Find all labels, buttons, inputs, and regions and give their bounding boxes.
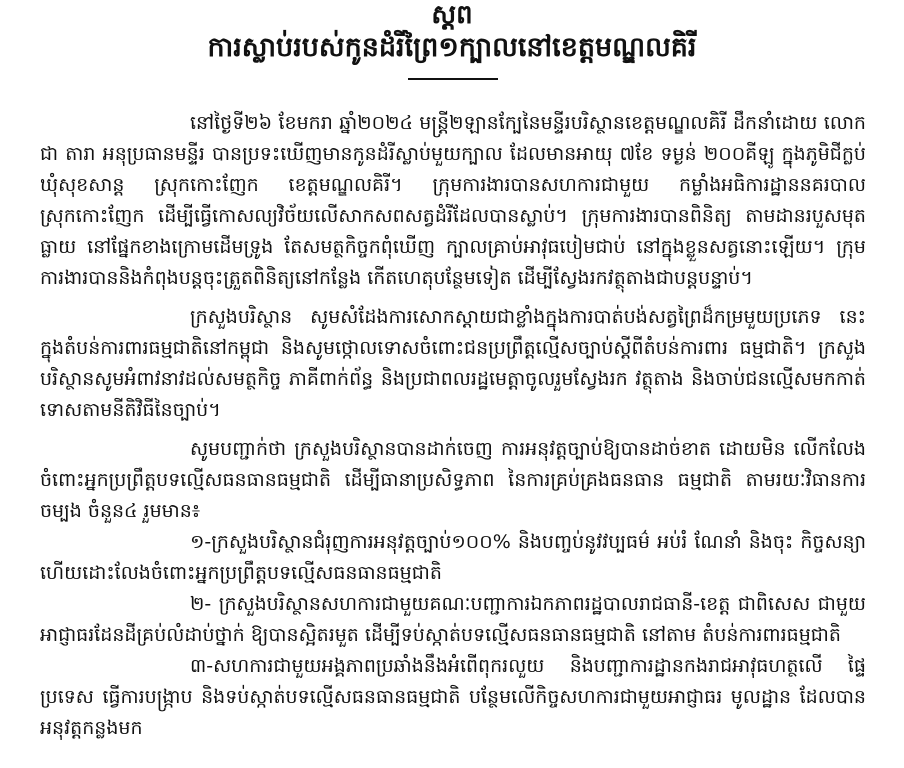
headline: ការស្លាប់របស់កូនដំរីព្រៃ១ក្បាលនៅខេត្តមណ្ឌលគិរី (207, 32, 697, 63)
title-divider (408, 78, 498, 80)
article-body (40, 108, 866, 744)
list-item-measure-3: ៣-សហការជាមួយអង្គភាពប្រឆាំងនឹងអំពើពុករលួយ និងបញ្ជាការដ្ឋានកងរាជអាវុធហត្ថលើ ផ្ទៃប្រទេស ធ្វើការបង្ក្រាប និងទប់ស្កាត់បទល្មើសធនធានធម្មជាតិ បន្ថែមលើកិច្ចសហការជាមួយអាជ្ញាធរ មូលដ្ឋាន ដែលបានអនុវត្តកន្លងមក (40, 655, 866, 739)
header-label: ស្តព (431, 0, 473, 30)
paragraph-incident: នៅថ្ងៃទី២៦ ខែមករា ឆ្នាំ២០២៤ មន្ត្រី២ឡានក្បែនៃមន្ទីរបរិស្ថានខេត្តមណ្ឌលគិរី ដឹកនាំដោយ លោក ជា តារា អនុប្រធានមន្ទីរ បានប្រទះឃើញមានកូនដំរីស្លាប់មួយក្បាល ដែលមានអាយុ ៧ខែ ទម្ងន់ ២០០គីឡូ ក្នុងភូមិជីក្លប់ ឃុំសុខសាន្ត ស្រុកកោះញែក ខេត្តមណ្ឌលគិរី។ ក្រុមការងារបានសហការជាមួយ កម្លាំងអធិការដ្ឋាននគរបាលស្រុកកោះញែក ដើម្បីធ្វើកោសល្យវិច័យលើសាកសពសត្វដំរីដែលបានស្លាប់។ ក្រុមការងារបានពិនិត្យ តាមដានរបួសមុតធ្លាយ នៅផ្នែកខាងក្រោមដើមទ្រូង តែសមត្ថកិច្ចកពុំឃើញ ក្បាលគ្រាប់អាវុធបៀមជាប់ នៅក្នុងខ្លួនសត្វនោះឡើយ។ ក្រុមការងារបាននិងកំពុងបន្តចុះត្រួតពិនិត្យនៅកន្លែង កើតហេតុបន្ថែមទៀត ដើម្បីស្វែងរកវត្ថុតាងជាបន្តបន្ទាប់។ (40, 112, 866, 289)
paragraph-measures-intro: សូមបញ្ជាក់ថា ក្រសួងបរិស្ថានបានដាក់ចេញ ការអនុវត្តច្បាប់ឱ្យបានដាច់ខាត ដោយមិន លើកលែងចំពោះអ្នកប្រព្រឹត្តបទល្មើសធនធានធម្មជាតិ ដើម្បីធានាប្រសិទ្ធភាព នៃការគ្រប់គ្រងធនធាន ធម្មជាតិ តាមរយៈវិធានការចម្បង ចំនួន៤ រួមមាន៖ (40, 438, 866, 522)
list-item-measure-2: ២- ក្រសួងបរិស្ថានសហការជាមួយគណៈបញ្ជាការឯកភាពរដ្ឋបាលរាជធានី-ខេត្ត ជាពិសេស ជាមួយអាជ្ញាធរដែនដីគ្រប់លំដាប់ថ្នាក់ ឱ្យបានស្អិតរមួត ដើម្បីទប់ស្កាត់បទល្មើសធនធានធម្មជាតិ នៅតាម តំបន់ការពារធម្មជាតិ (40, 593, 866, 646)
paragraph-ministry-statement: ក្រសួងបរិស្ថាន សូមសំដែងការសោកស្តាយជាខ្លាំងក្នុងការបាត់បង់សត្វព្រៃដ៏កម្រមួយប្រភេទ នេះក្នុងតំបន់ការពារធម្មជាតិនៅកម្ពុជា និងសូមថ្កោលទោសចំពោះជនប្រព្រឹត្តល្មើសច្បាប់ស្តីពីតំបន់ការពារ ធម្មជាតិ។ ក្រសួងបរិស្ថានសូមអំពាវនាវដល់សមត្ថកិច្ច ភាគីពាក់ព័ន្ធ និងប្រជាពលរដ្ឋមេត្តាចូលរួមស្វែងរក វត្ថុតាង និងចាប់ជនល្មើសមកកាត់ទោសតាមនីតិវិធីនៃច្បាប់។ (40, 306, 866, 421)
list-item-measure-1: ១-ក្រសួងបរិស្ថានជំរុញការអនុវត្តច្បាប់១០០% និងបញ្ចប់នូវវប្បធម៌ អប់រំ ណែនាំ និងចុះ កិច្ចសន្យា ហើយដោះលែងចំពោះអ្នកប្រព្រឹត្តបទល្មើសធនធានធម្មជាតិ (40, 531, 867, 584)
